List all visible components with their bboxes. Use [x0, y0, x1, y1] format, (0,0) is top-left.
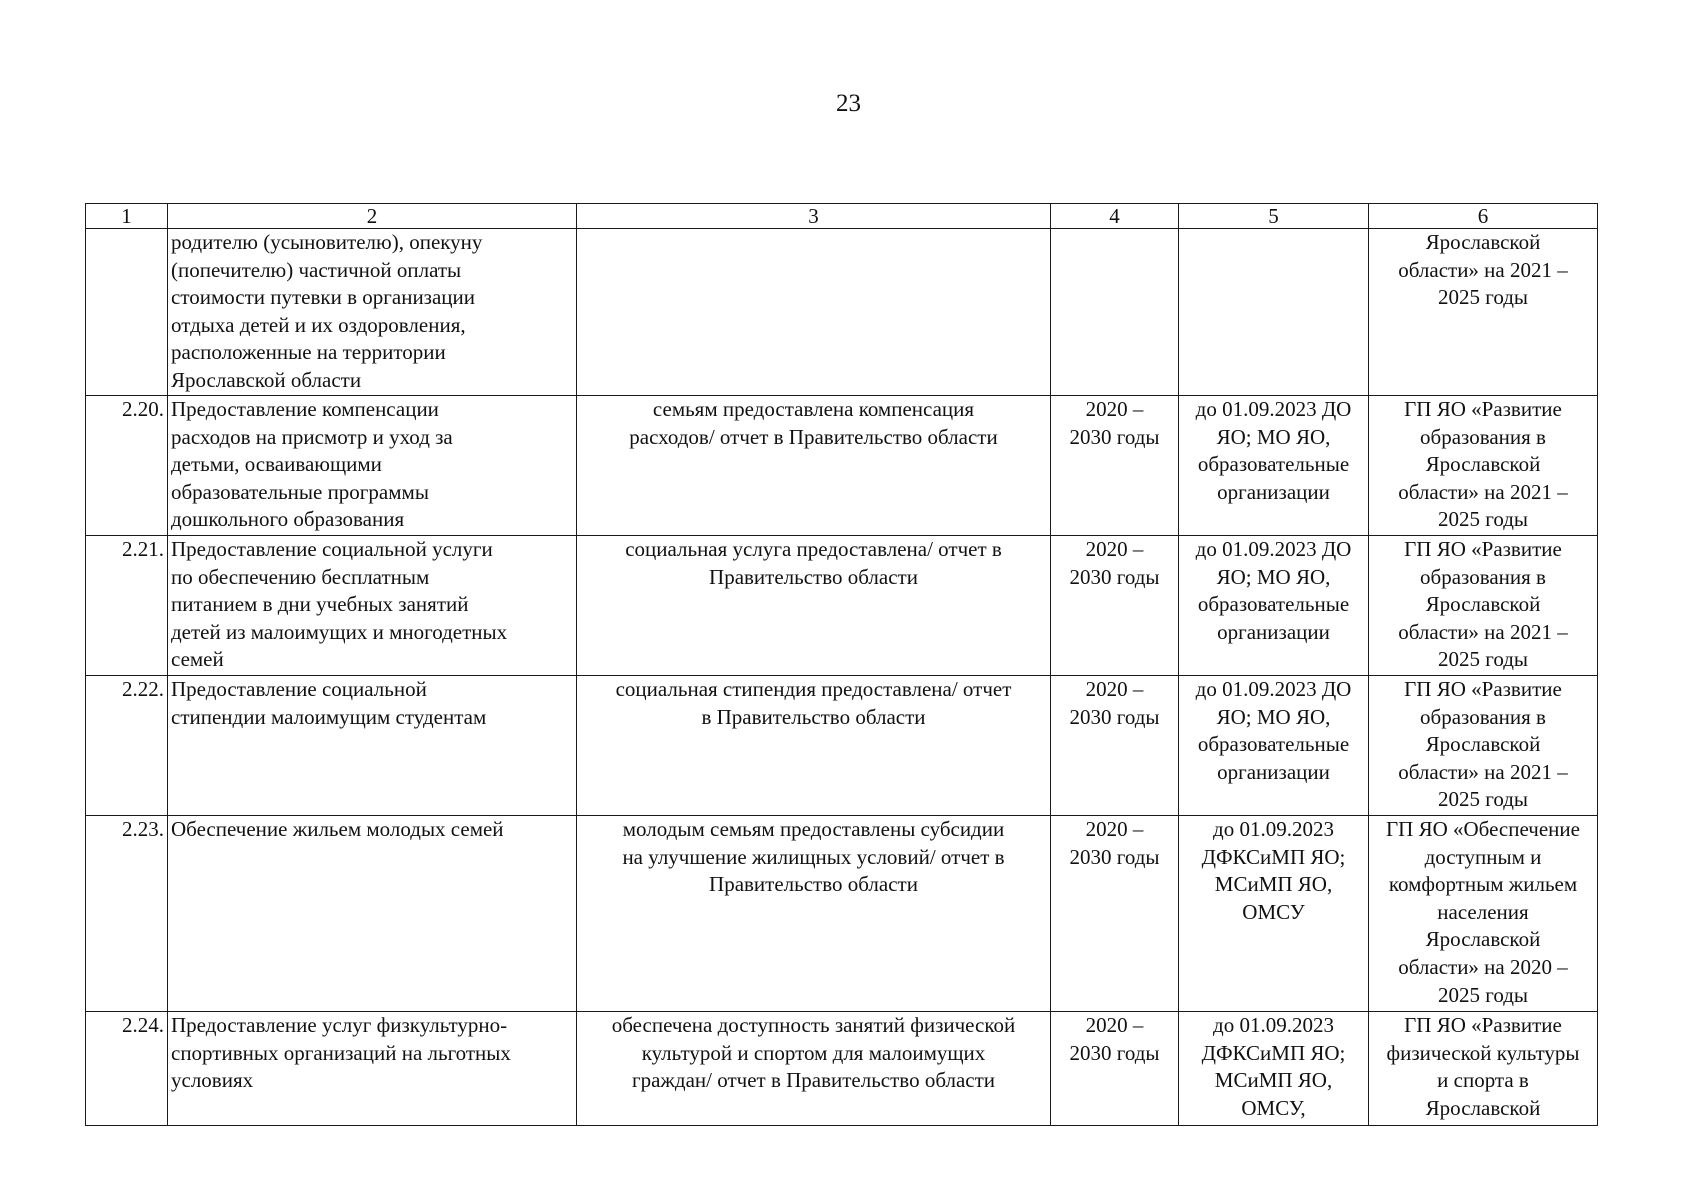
- period: 2020 – 2030 годы: [1051, 396, 1179, 536]
- table-row: [86, 1012, 1598, 1126]
- program: ГП ЯО «Развитие образования в Ярославской области» на 2021 – 2025 годы: [1369, 536, 1598, 676]
- table-row: [86, 229, 1598, 396]
- program: ГП ЯО «Развитие образования в Ярославской области» на 2021 – 2025 годы: [1369, 396, 1598, 536]
- period: 2020 – 2030 годы: [1051, 816, 1179, 1012]
- measures-table: [85, 203, 1598, 1126]
- expected-result: молодым семьям предоставлены субсидии на улучшение жилищных условий/ отчет в Правительство области: [577, 816, 1051, 1012]
- program: ГП ЯО «Развитие образования в Ярославской области» на 2021 – 2025 годы: [1369, 676, 1598, 816]
- row-number: 2.22.: [86, 676, 168, 816]
- measure-name: Предоставление социальной услуги по обеспечению бесплатным питанием в дни учебных занятий детей из малоимущих и многодетных семей: [168, 536, 577, 676]
- column-header-1: 1: [86, 204, 168, 229]
- table-row: [86, 676, 1598, 816]
- table-row: [86, 396, 1598, 536]
- period: [1051, 229, 1179, 396]
- table-row: [86, 536, 1598, 676]
- executor: [1179, 229, 1369, 396]
- row-number: 2.21.: [86, 536, 168, 676]
- row-number: 2.20.: [86, 396, 168, 536]
- page-number: 23: [836, 90, 861, 117]
- measure-name: Предоставление компенсации расходов на присмотр и уход за детьми, осваивающими образовательные программы дошкольного образования: [168, 396, 577, 536]
- period: 2020 – 2030 годы: [1051, 676, 1179, 816]
- expected-result: социальная стипендия предоставлена/ отчет в Правительство области: [577, 676, 1051, 816]
- column-header-5: 5: [1179, 204, 1369, 229]
- header-row: [86, 204, 1598, 229]
- expected-result: обеспечена доступность занятий физической культурой и спортом для малоимущих граждан/ отчет в Правительство области: [577, 1012, 1051, 1126]
- measure-name: Предоставление услуг физкультурно- спортивных организаций на льготных условиях: [168, 1012, 577, 1126]
- row-number: 2.23.: [86, 816, 168, 1012]
- program: ГП ЯО «Развитие физической культуры и спорта в Ярославской: [1369, 1012, 1598, 1126]
- column-header-2: 2: [168, 204, 577, 229]
- expected-result: семьям предоставлена компенсация расходов/ отчет в Правительство области: [577, 396, 1051, 536]
- period: 2020 – 2030 годы: [1051, 1012, 1179, 1126]
- measure-name: родителю (усыновителю), опекуну (попечителю) частичной оплаты стоимости путевки в организации отдыха детей и их оздоровления, расположенные на территории Ярославской области: [168, 229, 577, 396]
- program: ГП ЯО «Обеспечение доступным и комфортным жильем населения Ярославской области» на 2020 – 2025 годы: [1369, 816, 1598, 1012]
- column-header-4: 4: [1051, 204, 1179, 229]
- executor: до 01.09.2023 ДО ЯО; МО ЯО, образовательные организации: [1179, 676, 1369, 816]
- period: 2020 – 2030 годы: [1051, 536, 1179, 676]
- row-number: 2.24.: [86, 1012, 168, 1126]
- row-number: [86, 229, 168, 396]
- executor: до 01.09.2023 ДФКСиМП ЯО; МСиМП ЯО, ОМСУ,: [1179, 1012, 1369, 1126]
- measure-name: Обеспечение жильем молодых семей: [168, 816, 577, 1012]
- expected-result: социальная услуга предоставлена/ отчет в Правительство области: [577, 536, 1051, 676]
- table-row: [86, 816, 1598, 1012]
- column-header-3: 3: [577, 204, 1051, 229]
- expected-result: [577, 229, 1051, 396]
- executor: до 01.09.2023 ДО ЯО; МО ЯО, образовательные организации: [1179, 536, 1369, 676]
- executor: до 01.09.2023 ДФКСиМП ЯО; МСиМП ЯО, ОМСУ: [1179, 816, 1369, 1012]
- program: Ярославской области» на 2021 – 2025 годы: [1369, 229, 1598, 396]
- executor: до 01.09.2023 ДО ЯО; МО ЯО, образовательные организации: [1179, 396, 1369, 536]
- measure-name: Предоставление социальной стипендии малоимущим студентам: [168, 676, 577, 816]
- column-header-6: 6: [1369, 204, 1598, 229]
